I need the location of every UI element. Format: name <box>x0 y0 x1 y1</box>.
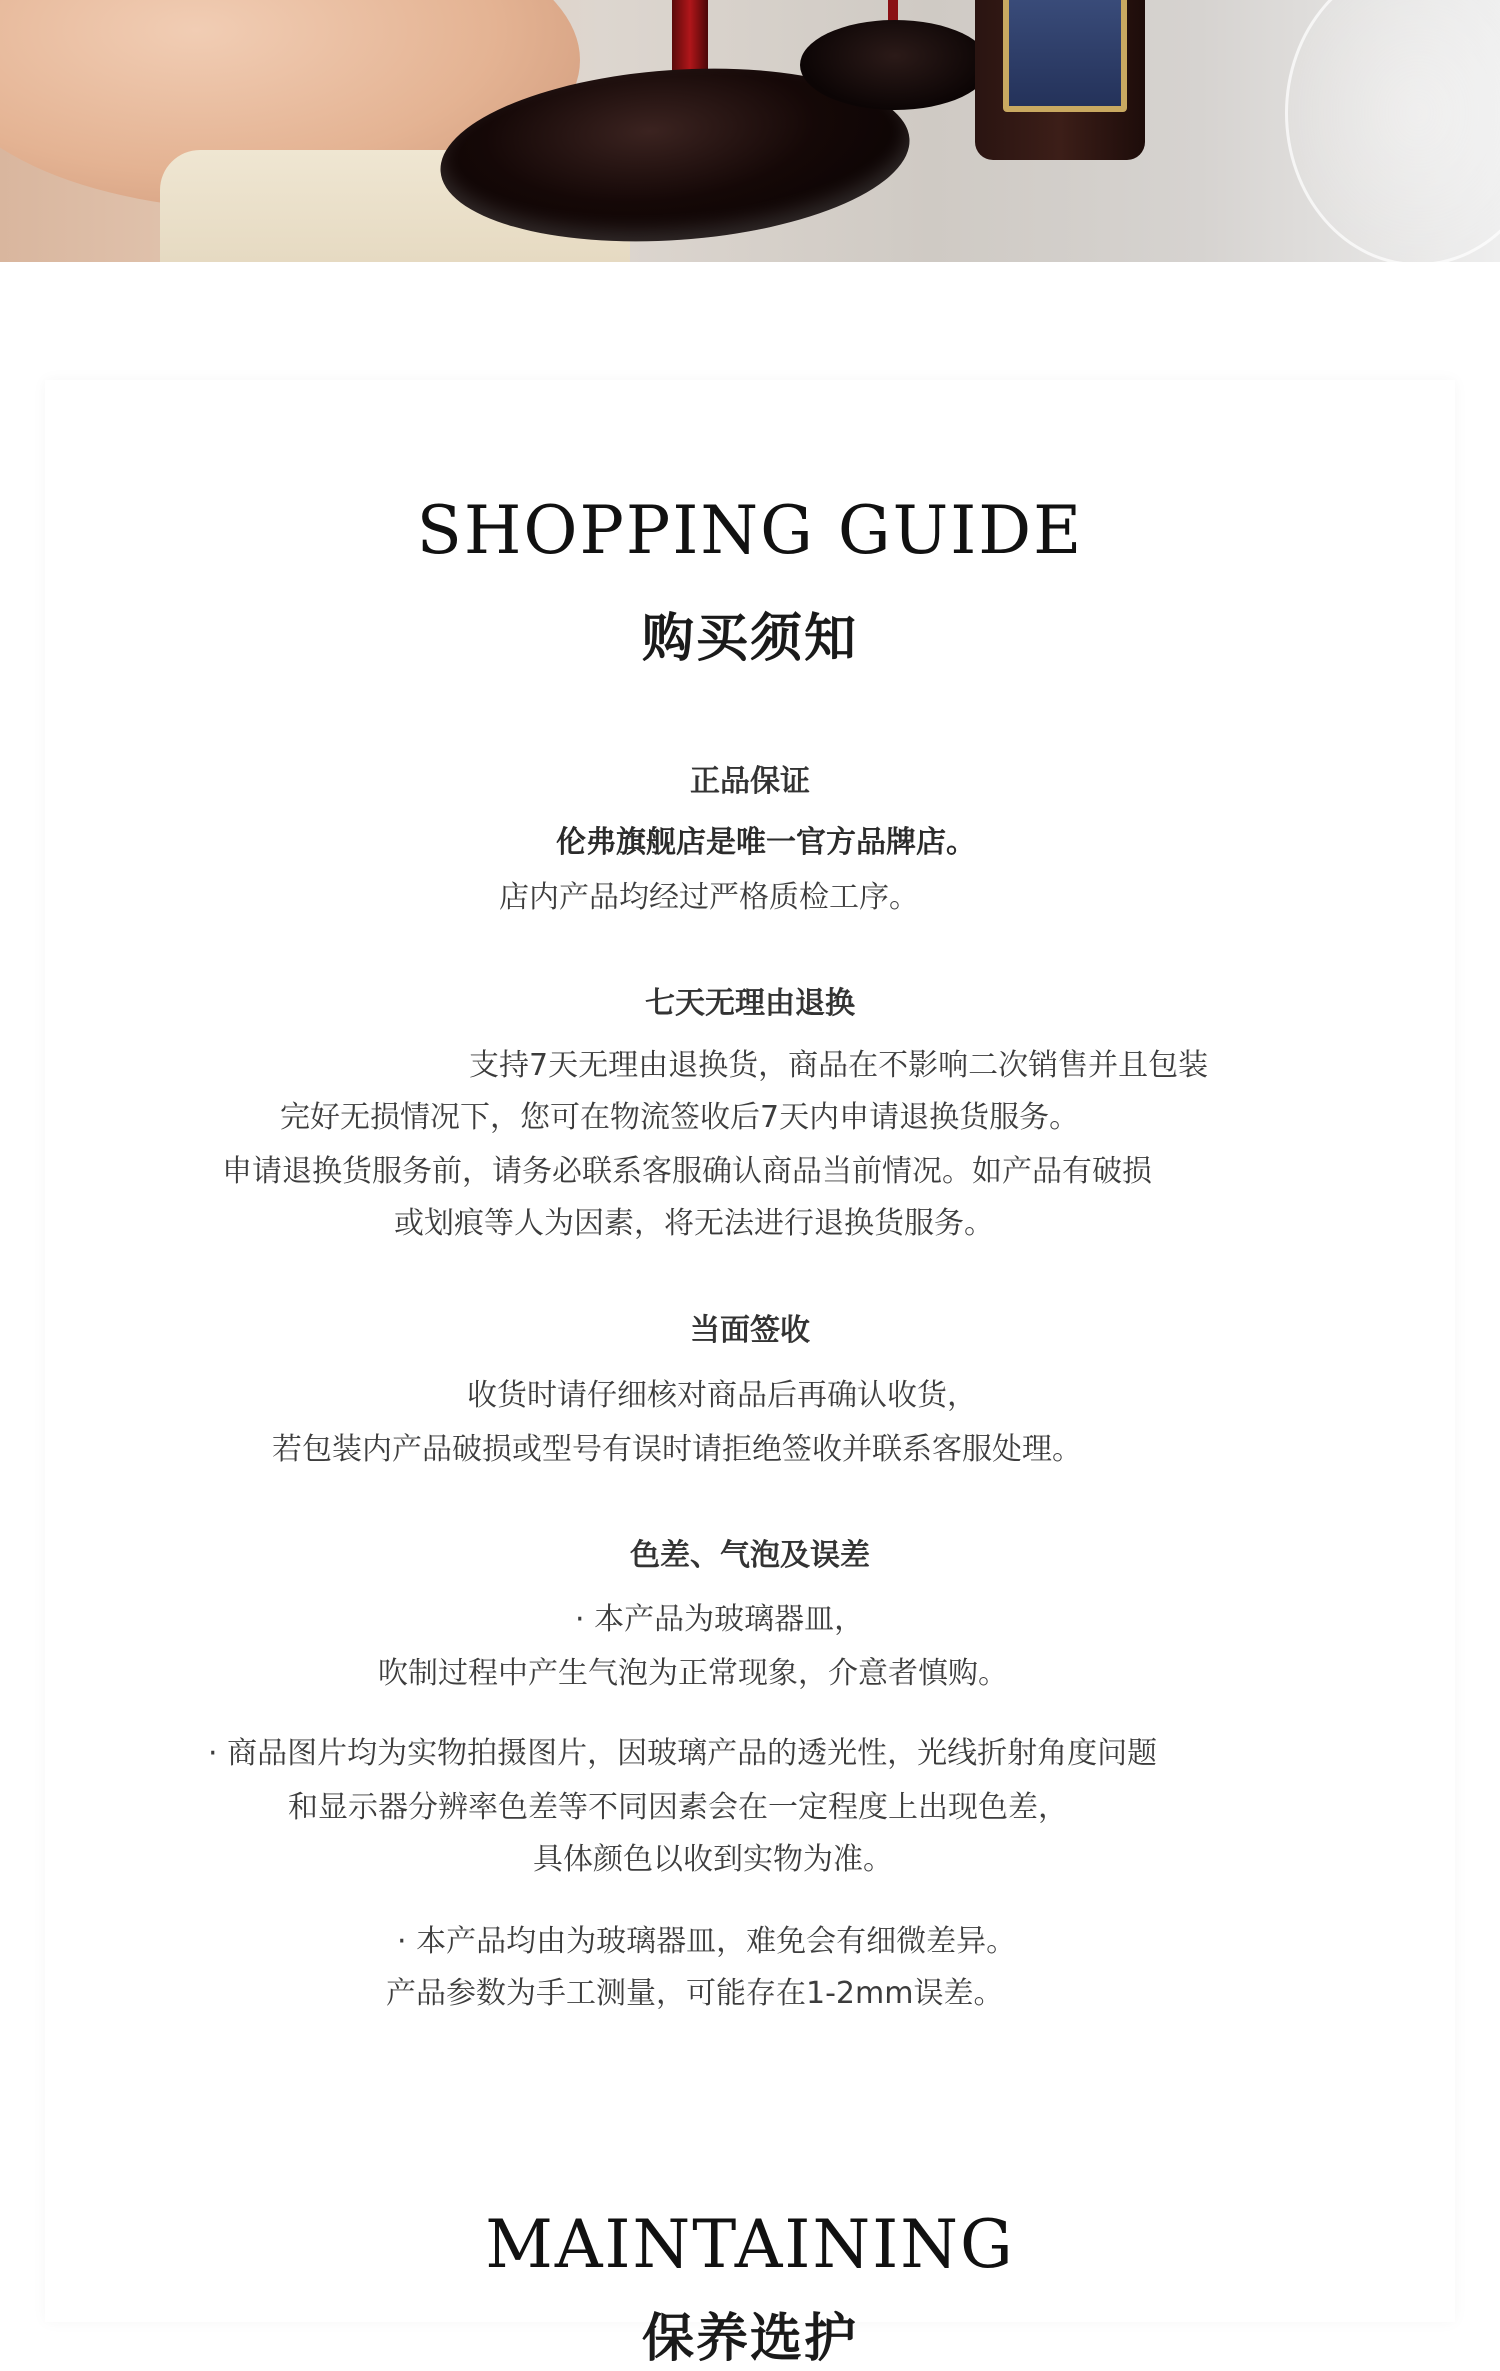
section-line: 店内产品均经过严格质检工序。 <box>499 880 919 915</box>
section-line: · 本产品为玻璃器皿， <box>575 1602 865 1637</box>
decanter-image <box>1285 0 1500 262</box>
section-line: · 本产品均由为玻璃器皿，难免会有细微差异。 <box>397 1924 1017 1959</box>
section-line: 具体颜色以收到实物为准。 <box>533 1842 893 1877</box>
section-line: 支持7天无理由退换货，商品在不影响二次销售并且包装 <box>469 1048 1209 1083</box>
section-line: 或划痕等人为因素，将无法进行退换货服务。 <box>394 1206 994 1241</box>
section-line: 和显示器分辨率色差等不同因素会在一定程度上出现色差， <box>288 1790 1068 1825</box>
hero-photo <box>0 0 1500 262</box>
section-heading-returns: 七天无理由退换 <box>645 986 855 1021</box>
section-line: 若包装内产品破损或型号有误时请拒绝签收并联系客服处理。 <box>272 1432 1082 1467</box>
section-line: 吹制过程中产生气泡为正常现象，介意者慎购。 <box>378 1656 1008 1691</box>
section-heading-color-bubbles: 色差、气泡及误差 <box>630 1538 870 1573</box>
shopping-guide-title-zh: 购买须知 <box>641 609 858 669</box>
section-line: 收货时请仔细核对商品后再确认收货， <box>467 1378 977 1413</box>
maintaining-title-en: MAINTAINING <box>485 2206 1015 2283</box>
section-line: · 商品图片均为实物拍摄图片，因玻璃产品的透光性，光线折射角度问题 <box>208 1736 1158 1771</box>
section-line: 伦弗旗舰店是唯一官方品牌店。 <box>556 825 976 860</box>
section-line: 完好无损情况下，您可在物流签收后7天内申请退换货服务。 <box>280 1100 1080 1135</box>
section-heading-authentic: 正品保证 <box>690 764 810 799</box>
shopping-guide-card <box>45 380 1455 2322</box>
section-heading-signing: 当面签收 <box>690 1313 810 1348</box>
wine-bottle-image <box>975 0 1145 160</box>
maintaining-title-zh: 保养选护 <box>641 2309 858 2369</box>
bottle-label <box>1003 0 1127 112</box>
shopping-guide-title-en: SHOPPING GUIDE <box>416 492 1084 569</box>
section-line: 产品参数为手工测量，可能存在1-2mm误差。 <box>386 1976 1004 2011</box>
section-line: 申请退换货服务前，请务必联系客服确认商品当前情况。如产品有破损 <box>222 1154 1152 1189</box>
second-glass-base <box>800 20 990 110</box>
